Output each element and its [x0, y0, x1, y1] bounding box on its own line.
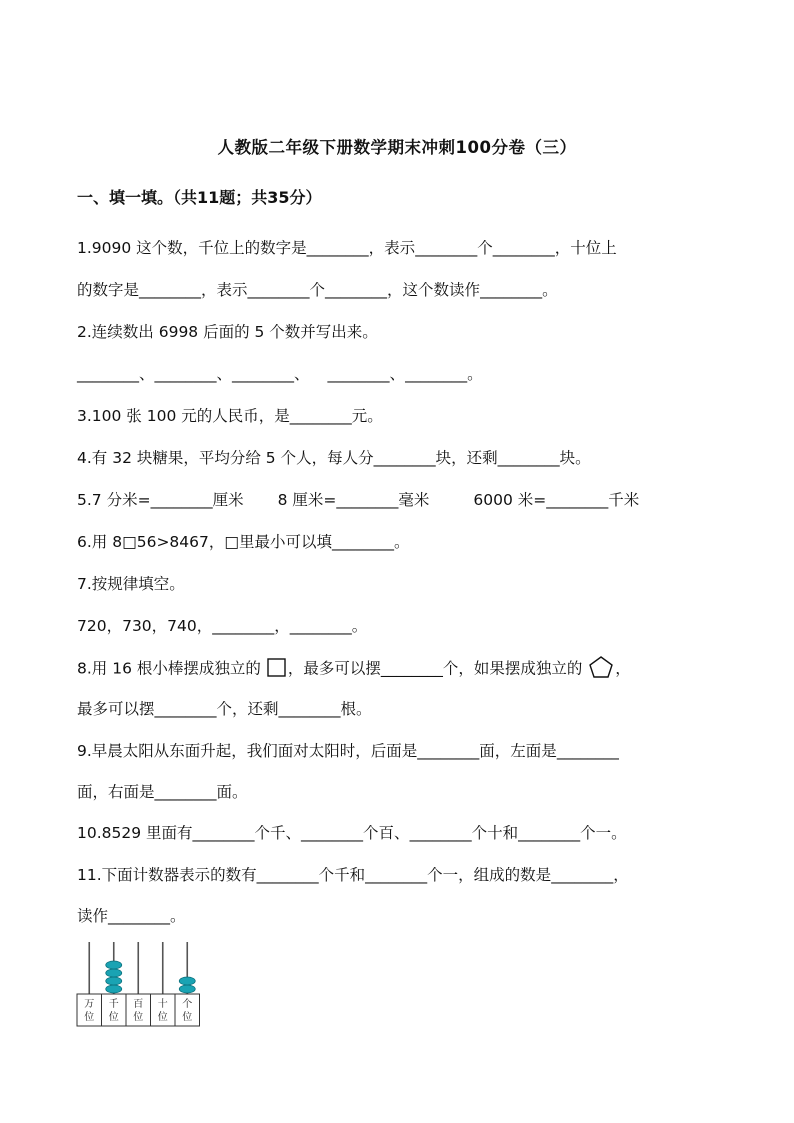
- abacus-place-label: 个: [182, 999, 193, 1010]
- abacus-place-label: 位: [108, 1012, 119, 1023]
- abacus-bead: [179, 977, 195, 985]
- answer-blank[interactable]: ________: [373, 449, 436, 467]
- answer-blank[interactable]: ________: [150, 491, 213, 509]
- question-2-answers: ________、________、________、 ________、________。: [77, 365, 483, 383]
- pentagon-shape-icon: [587, 655, 615, 683]
- question-7: 7.按规律填空。: [77, 575, 185, 593]
- answer-blank[interactable]: ________: [232, 365, 295, 383]
- abacus-bead: [106, 969, 122, 977]
- abacus-place-label: 位: [182, 1012, 193, 1023]
- answer-blank[interactable]: ________: [212, 617, 275, 635]
- question-1-line-2: 的数字是________，表示________个________，这个数读作________。: [77, 281, 558, 299]
- page-title: 人教版二年级下册数学期末冲刺100分卷（三）: [217, 138, 577, 157]
- question-1-line-1: 1.9090 这个数，千位上的数字是________，表示________个________，十位上: [77, 239, 617, 257]
- abacus-place-label: 百: [133, 999, 144, 1010]
- abacus-bead: [179, 985, 195, 993]
- answer-blank[interactable]: ________: [551, 866, 614, 884]
- answer-blank[interactable]: ________: [492, 239, 555, 257]
- answer-blank[interactable]: ________: [546, 491, 609, 509]
- abacus-counter: [76, 940, 206, 1034]
- question-8-line-1: 8.用 16 根小棒摆成独立的 ，最多可以摆________个，如果摆成独立的 ，: [77, 655, 631, 683]
- abacus-place-label: 十: [157, 999, 168, 1010]
- answer-blank[interactable]: ________: [415, 239, 478, 257]
- answer-blank[interactable]: ________: [154, 365, 217, 383]
- answer-blank[interactable]: ________: [327, 365, 390, 383]
- question-10: 10.8529 里面有________个千、________个百、________个十和________个一。: [77, 824, 627, 842]
- answer-blank[interactable]: ________: [306, 239, 369, 257]
- answer-blank[interactable]: ________: [405, 365, 468, 383]
- square-shape-icon: [266, 656, 288, 682]
- answer-blank[interactable]: ________: [518, 824, 581, 842]
- answer-blank[interactable]: ________: [336, 491, 399, 509]
- answer-blank[interactable]: ________: [247, 281, 310, 299]
- answer-blank[interactable]: ________: [497, 449, 560, 467]
- question-11-line-1: 11.下面计数器表示的数有________个千和________个一，组成的数是________，: [77, 866, 629, 884]
- answer-blank[interactable]: ________: [154, 700, 217, 718]
- answer-blank[interactable]: ________: [108, 907, 171, 925]
- abacus-place-label: 千: [108, 999, 119, 1010]
- answer-blank[interactable]: ________: [325, 281, 388, 299]
- question-2: 2.连续数出 6998 后面的 5 个数并写出来。: [77, 323, 378, 341]
- abacus-diagram: [76, 940, 206, 1030]
- answer-blank[interactable]: ________: [278, 700, 341, 718]
- answer-blank[interactable]: ________: [556, 742, 619, 760]
- question-5: 5.7 分米=________厘米 8 厘米=________毫米 6000 米=________千米: [77, 491, 640, 509]
- answer-blank[interactable]: ________: [380, 659, 443, 678]
- question-8-line-2: 最多可以摆________个，还剩________根。: [77, 700, 372, 718]
- abacus-place-label: 位: [157, 1012, 168, 1023]
- question-4: 4.有 32 块糖果，平均分给 5 个人，每人分________块，还剩________块。: [77, 449, 591, 467]
- abacus-place-label: 位: [84, 1012, 95, 1023]
- abacus-bead: [106, 961, 122, 969]
- answer-blank[interactable]: ________: [417, 742, 480, 760]
- question-9-line-2: 面，右面是________面。: [77, 783, 248, 801]
- answer-blank[interactable]: ________: [154, 783, 217, 801]
- answer-blank[interactable]: ________: [77, 365, 139, 383]
- answer-blank[interactable]: ________: [409, 824, 472, 842]
- question-11-line-2: 读作________。: [77, 907, 186, 925]
- abacus-bead: [106, 977, 122, 985]
- answer-blank[interactable]: ________: [139, 281, 202, 299]
- abacus-bead: [106, 985, 122, 993]
- question-3: 3.100 张 100 元的人民币，是________元。: [77, 407, 383, 425]
- answer-blank[interactable]: ________: [332, 533, 395, 551]
- answer-blank[interactable]: ________: [365, 866, 428, 884]
- question-6: 6.用 8□56>8467，□里最小可以填________。: [77, 533, 410, 551]
- abacus-place-label: 万: [84, 999, 95, 1010]
- question-7-sequence: 720，730，740，________，________。: [77, 617, 368, 635]
- abacus-place-label: 位: [133, 1012, 144, 1023]
- answer-blank[interactable]: ________: [289, 407, 352, 425]
- question-9-line-1: 9.早晨太阳从东面升起，我们面对太阳时，后面是________面，左面是________: [77, 742, 619, 760]
- answer-blank[interactable]: ________: [480, 281, 543, 299]
- answer-blank[interactable]: ________: [289, 617, 352, 635]
- section-heading: 一、填一填。（共11题；共35分）: [77, 188, 322, 207]
- answer-blank[interactable]: ________: [192, 824, 255, 842]
- answer-blank[interactable]: ________: [301, 824, 364, 842]
- answer-blank[interactable]: ________: [256, 866, 319, 884]
